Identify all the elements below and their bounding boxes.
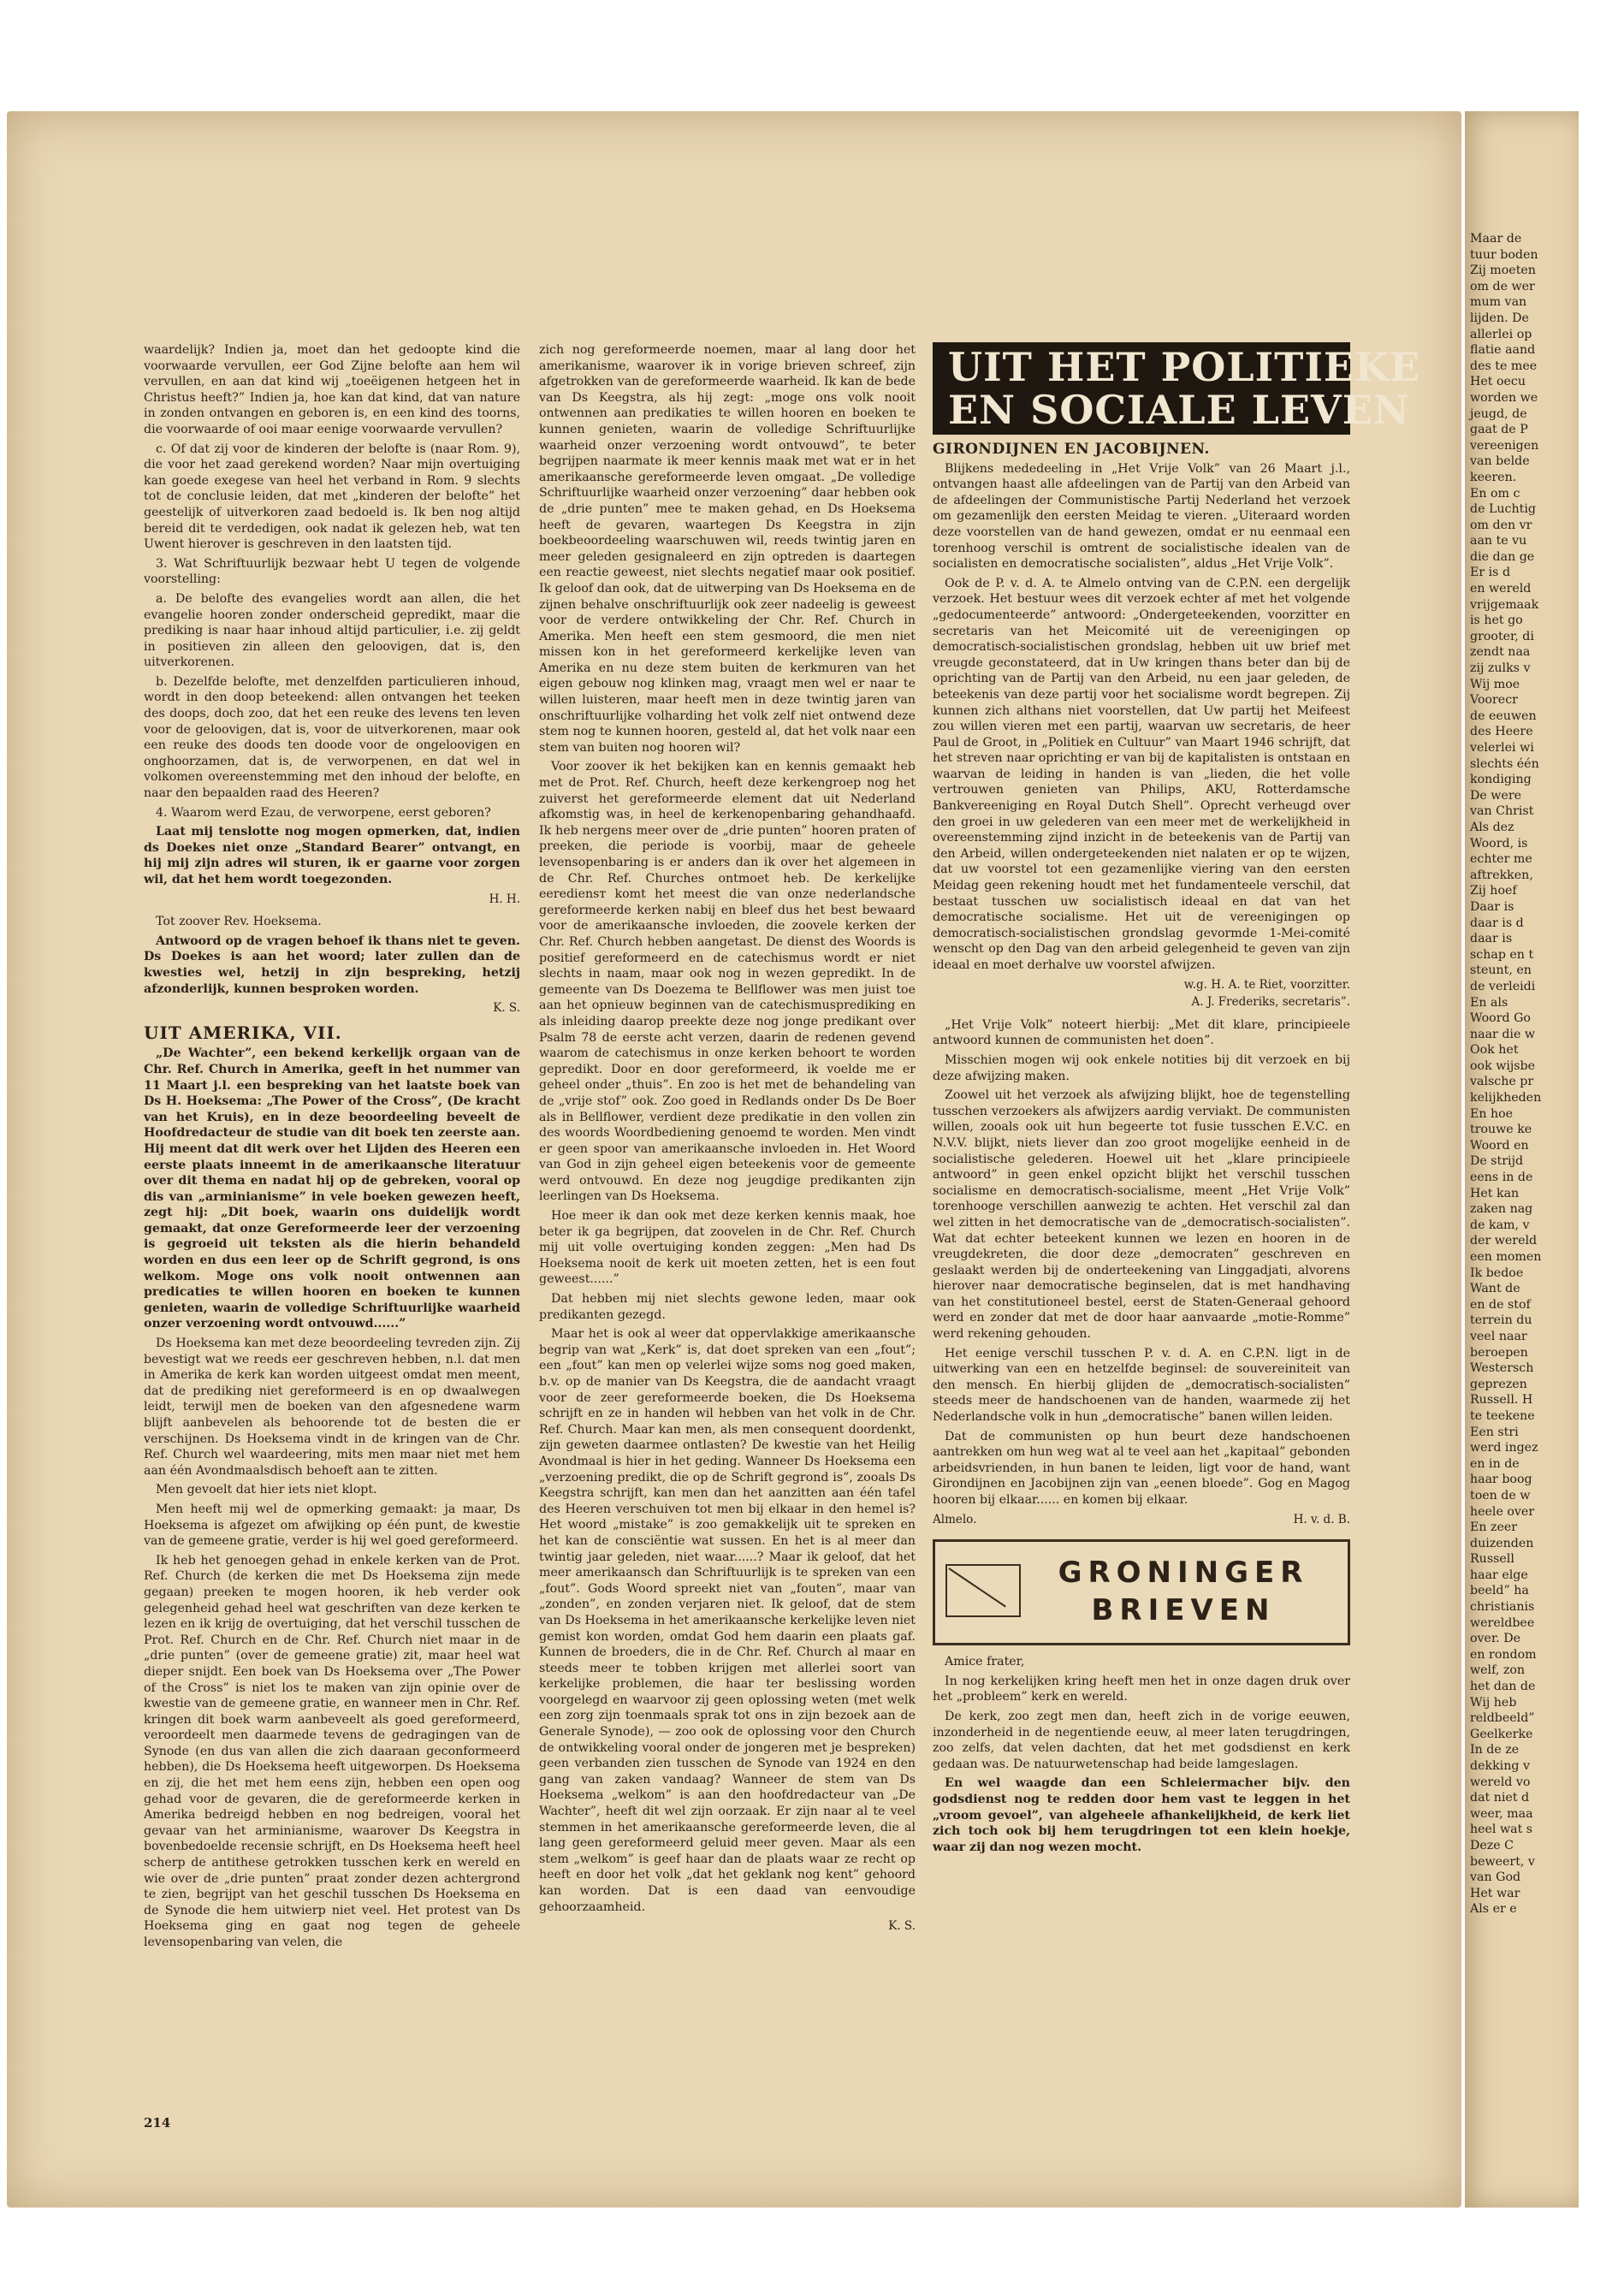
- fragment-line: worden we: [1470, 390, 1538, 405]
- paragraph-bold: „De Wachter”, een bekend kerkelijk orgaan van de Chr. Ref. Church in Amerika, geeft in het nummer van 11 Maart j.l. een bespreking van het laatste boek van Ds H. Hoeksema: „The Power of the Cross”, (De kracht van het Kruis), en in deze beoordeeling beveelt de Hoofdredacteur de studie van dit boek ten zeerste aan. Hij meent dat dit werk over het Lijden des Heeren een eerste plaats inneemt in de amerikaansche literatuur over dit thema en nadat hij op de gebreken, vooral op dis van „arminianisme” in vele boeken gewezen heeft, zegt hij: „Dit boek, waarin ons duidelijk wordt gemaakt, dat onze Gereformeerde leer der verzoening is gegroeid uit teksten als die hierin behandeld worden en dus een leer op de Schrift gegrond, is ons welkom. Moge ons volk nooit ontwennen aan predicaties te willen hooren en boeken te kunnen genieten, waarin de volledige Schriftuurlijke waarheid onzer verzoening wordt ontvouwd......”: [144, 1046, 520, 1331]
- fragment-line: geprezen: [1470, 1377, 1527, 1391]
- paragraph: Zoowel uit het verzoek als afwijzing blijkt, hoe de tegenstelling tusschen verzoekers als afwijzers aardig verviakt. De communisten willen, zooals ook uit hun begeerte tot fusie tusschen E.V.C. en N.V.V. blijkt, niets liever dan zoo groot mogelijke eenheid in de socialistische gelederen. Hoewel uit het „klare principieele antwoord” in geen enkel opzicht blijkt het verschil tusschen socialisme en democratisch-socialisme, meent „Het Vrije Volk” torenhooge verschillen aanwezig te achten. Het verschil zal dan wel zitten in het democratische van de „democratisch-socialisten”. Wat dat echter beteekent kunnen we lezen en hooren in de vreugdekreten, die door deze „democraten” geschreven en geslaakt werden bij de onderteekening van Linggadjati, alvorens hierover naar democratische beginselen, dat is met handhaving van het constitutioneel bestel, eerst de Staten-Generaal gehoord werd en zonder dat met de door haar aanvaarde „motie-Romme” werd rekening gehouden.: [933, 1088, 1350, 1342]
- fragment-line: Russell: [1470, 1552, 1514, 1567]
- fragment-line: des te mee: [1470, 359, 1538, 373]
- fragment-line: echter me: [1470, 852, 1532, 867]
- paragraph: Dat de communisten op hun beurt deze handschoenen aantrekken om hun weg wat al te veel aan het „kapitaal” gebonden arbeidsvrienden, in hun banen te leiden, ligt voor de hand, want Girondijnen en Jacobijnen zijn van „eenen bloede”. Gog en Magog hooren bij elkaar...... en komen bij elkaar.: [933, 1429, 1350, 1507]
- fragment-line: van God: [1470, 1870, 1521, 1885]
- fragment-line: veel naar: [1470, 1329, 1527, 1343]
- page-number: 214: [144, 2115, 171, 2131]
- fragment-line: tuur boden: [1470, 247, 1538, 262]
- fragment-line: om den vr: [1470, 518, 1532, 532]
- fragment-line: Woord, is: [1470, 836, 1528, 851]
- fragment-line: welf, zon: [1470, 1663, 1525, 1678]
- fragment-line: werd ingez: [1470, 1441, 1538, 1455]
- fragment-line: Er is d: [1470, 566, 1511, 580]
- signature-author: H. v. d. B.: [1293, 1512, 1350, 1526]
- paragraph: Blijkens mededeeling in „Het Vrije Volk” van 26 Maart j.l., ontvangen haast alle afdeelingen van de Partij van den Arbeid van de afdeelingen der Communistische Partij Nederland het verzoek om gezamenlijk den eersten Meidag te vieren. „Uiteraard worden deze voorstellen van de hand gewezen, omdat er nu eenmaal een torenhoog verschil is omtrent de socialistische idealen van de socialisten en democratische socialisten”, aldus „Het Vrije Volk”.: [933, 461, 1350, 572]
- fragment-line: schap en t: [1470, 947, 1534, 962]
- fragment-line: Als er e: [1470, 1902, 1517, 1917]
- paragraph: a. De belofte des evangelies wordt aan allen, die het evangelie hooren zonder onderscheid gepredikt, maar die prediking is naar haar inhoud altijd particulier, i.e. zij geldt in positieven zin alleen den geloovigen, dat is, den uitverkorenen.: [144, 591, 520, 670]
- paragraph: Amice frater,: [945, 1655, 1025, 1669]
- paragraph: 4. Waarom werd Ezau, de verworpene, eerst geboren?: [156, 805, 491, 820]
- paragraph: Ik heb het genoegen gehad in enkele kerken van de Prot. Ref. Church (de kerken die met Ds Hoeksema zijn mede gegaan) preeken te mogen hooren, ik heb verder ook gelegenheid gehad heel wat geschriften van deze kerken te lezen en ik krijg de overtuiging, dat het verschil tusschen de Prot. Ref. Church en de Chr. Ref. Church niet maar in de „drie punten” (over de gemeene gratie) zit, maar heel wat dieper snijdt. Een boek van Ds Hoeksema over „The Power of the Cross” is niet los te maken van zijn opinie over de kwestie van de gemeene gratie, en wanneer men in Chr. Ref. kringen dit boek warm aanbeveelt als goed gereformeerd, veroordeelt men daarmede tevens de gedragingen van de Synode (en dus van allen die zich daaraan geconformeerd hebben), die Ds Hoeksema heeft uitgeworpen. Ds Hoeksema en zij, die het met hem eens zijn, hebben een open oog gehad voor de gevaren, die de gereformeerde kerken in Amerika bedreigd hebben en nog bedreigen, vooral het gevaar van het arminianisme, waarover Ds Keegstra in bovenbedoelde recensie schrijft, en Ds Hoeksema heeft heel scherp de antithese getrokken tusschen kerk en wereld en wie over de „drie punten” praat zonder dezen achtergrond te zien, begrijpt van het geschil tusschen Ds Hoeksema en de Synode die hem uitwierp niet veel. Het protest van Ds Hoeksema ging en gaat nog tegen de geheele levensopenbaring van velen, die: [144, 1553, 520, 1949]
- section-banner: [933, 342, 1421, 435]
- fragment-line: haar boog: [1470, 1473, 1532, 1487]
- fragment-line: Voorecr: [1470, 693, 1518, 708]
- fragment-line: Zij moeten: [1470, 264, 1536, 278]
- signature-place: Almelo.: [933, 1512, 977, 1526]
- fragment-line: flatie aand: [1470, 343, 1536, 358]
- fragment-line: heele over: [1470, 1504, 1535, 1519]
- fragment-line: die dan ge: [1470, 549, 1535, 564]
- paragraph: Maar het is ook al weer dat oppervlakkige amerikaansche begrip van wat „Kerk” is, dat doet spreken van een „fout”; een „fout” kan men op velerlei wijze soms nog goed maken, b.v. op de manier van Ds Keegstra, die de aandacht vraagt voor de zeer gereformeerde boeken, die Ds Hoeksema schrijft en ze in handen wil hebben van het volk in de Chr. Ref. Church. Maar kan men, als men consequent doordenkt, zijn geweten daarmee ontlasten? De kwestie van het Heilig Avondmaal is hier in het geding. Wanneer Ds Hoeksema een „verzoening predikt, die op de Schrift gegrond is”, zooals Ds Keegstra schrijft, kan men dan het aanzitten aan één tafel des Heeren verschuiven tot men bij elkaar in den hemel is? Het woord „mistake” is zoo gemakkelijk uit te spreken en het kan de consciëntie wat sussen. En het is al meer dan twintig jaar geleden, niet waar......? Maar ik geloof, dat het meer amerikaansch dan Schriftuurlijk is te spreken van een „fout”. Gods Woord spreekt niet van „fouten”, maar van „zonden”, en zonden verjaren niet. Ik geloof, dat de stem van Ds Hoeksema in het amerikaansche kerkelijke leven niet gemist kon worden, omdat God hem daarin een plaats gaf. Kunnen de broeders, die in de Chr. Ref. Church al maar en steeds meer te tobben krijgen met allerlei soort van kerkelijke problemen, die haar ter beslissing worden voorgelegd en waarvoor zij geen oplossing weten (met welk een zorg zijn toenmaals sprak tot ons in zijn bezoek aan de Generale Synode), — zoo ook de oplossing voor den Church de ontwikkeling vooral onder de jongeren met je bespreken) geen verbanden zien tusschen de Synode van 1924 en den gang van zaken vandaag? Wanneer de stem van Ds Hoeksema „welkom” is aan den hoofdredacteur van „De Wachter”, heeft dit wel zijn oorzaak. Er zijn naar al te veel stemmen in het amerikaansche gereformeerde leven, die al lang geen gereformeerd geluid meer geven. Maar als een stem „welkom” is geef haar dan de plaats waar ze recht op heeft en door het volk „dat het geklank nog kent” gehoord kan worden. Dat is een daad van eenvoudige gehoorzaamheid.: [539, 1327, 916, 1914]
- paragraph-bold: Antwoord op de vragen behoef ik thans niet te geven. Ds Doekes is aan het woord; later zullen dan de kwesties wel, hetzij in zijn bespreking, hetzij afzonderlijk, kunnen besproken worden.: [144, 934, 520, 996]
- paragraph: b. Dezelfde belofte, met denzelfden particulieren inhoud, wordt in den doop beteekend: allen ontvangen het teeken des doops, doch zoo, dat het een reuke des levens ten leven voor de geloovigen, dat is, voor de uitverkorenen, maar ook een reuke des doods ten doode voor de ongeloovigen en onghoorzamen, dat is, de verworpenen, en dat wel in volkomen overeenstemming met den inhoud der belofte, en naar den bepaalden raad des Heeren?: [144, 674, 520, 801]
- paragraph: c. Of dat zij voor de kinderen der belofte is (naar Rom. 9), die voor het zaad gerekend worden? Naar mijn overtuiging kan goede exegese van heel het verband in Rom. 9 slechts tot de conclusie leiden, dat met „kinderen der belofte” het geestelijk of uitverkoren zaad bedoeld is. Ik ben nog altijd bereid dit te verdedigen, ook nadat ik gelezen heb, wat ten Uwent hierover is geschreven in den laatsten tijd.: [144, 442, 520, 552]
- paragraph: Hoe meer ik dan ook met deze kerken kennis maak, hoe beter ik ga begrijpen, dat zoovelen in de Chr. Ref. Church mij uit volle overtuiging konden zeggen: „Men had Ds Hoeksema nooit de kerk uit moeten zetten, het is een fout geweest......”: [539, 1209, 916, 1287]
- paragraph: Misschien mogen wij ook enkele notities bij dit verzoek en bij deze afwijzing maken.: [933, 1052, 1350, 1083]
- fragment-line: gaat de P: [1470, 423, 1528, 437]
- fragment-line: de verleidi: [1470, 979, 1536, 993]
- fragment-line: naar die w: [1470, 1027, 1536, 1041]
- fragment-line: De were: [1470, 788, 1521, 803]
- fragment-line: van belde: [1470, 454, 1530, 469]
- fragment-line: is het go: [1470, 613, 1523, 628]
- fragment-line: de eeuwen: [1470, 708, 1537, 723]
- newspaper-page: [7, 111, 1461, 2208]
- signature: w.g. H. A. te Riet, voorzitter.: [1183, 977, 1350, 992]
- fragment-line: allerlei op: [1470, 327, 1532, 341]
- fragment-line: kondiging: [1470, 773, 1532, 787]
- fragment-line: en de stof: [1470, 1297, 1531, 1312]
- fragment-line: der wereld: [1470, 1234, 1538, 1248]
- section-heading: UIT AMERIKA, VII.: [144, 1022, 342, 1043]
- fragment-line: van Christ: [1470, 804, 1534, 819]
- paragraph: Men heeft mij wel de opmerking gemaakt: ja maar, Ds Hoeksema is afgezet om afwijking op één punt, de kwestie van de gemeene gratie, verder is hij wel goed gereformeerd.: [144, 1502, 520, 1549]
- paragraph: zich nog gereformeerde noemen, maar al lang door het amerikanisme, waarover ik in vorige brieven schreef, zijn afgetrokken van de gereformeerde waarheid. Ik kan de bede van Ds Keegstra, als hij zegt: „moge ons volk nooit ontwennen aan predikaties te willen hooren en boeken te kunnen genieten, waarin de volledige Schriftuurlijke waarheid onzer verzoening wordt ontvouwd”, te beter begrijpen naarmate ik meer kennis maak met wat er in het amerikaansche gereformeerde leven omgaat. „De volledige Schriftuurlijke waarheid onzer verzoening” daar hebben ook de „drie punten” mee te maken gehad, en Ds Hoeksema heeft de gevaren, waartegen Ds Keegstra in zijn boekbeoordeeling waarschuwen wil, reeds twintig jaren en meer geleden gesignaleerd en zijn optreden is daartegen een reactie geweest, niet slechts negatief maar ook positief. Ik geloof dan ook, dat de uitwerping van Ds Hoeksema en de zijnen behalve onschriftuurlijk ook zeer nadeelig is geweest voor de verdere ontwikkeling der Chr. Ref. Church in Amerika. Men heeft een stem gesmoord, die men niet missen kon in het gereformeerd kerkelijke leven van Amerika en nu deze stem buiten de kerkmuren van het eigen gebouw nog klinken mag, vraagt men wel er naar te willen luisteren, maar heeft men in deze twintig jaren van onschriftuurlijke volharding het volk zelf niet ontwend deze stem nog te kunnen hooren, gesteld al, dat het volk naar een stem van buiten nog hooren wil?: [539, 343, 916, 755]
- fragment-line: En hoe: [1470, 1106, 1514, 1121]
- fragment-line: en in de: [1470, 1456, 1520, 1471]
- fragment-line: ook wijsbe: [1470, 1058, 1536, 1073]
- column-middle: [539, 342, 916, 2105]
- fragment-line: Wij moe: [1470, 677, 1520, 691]
- paragraph: Tot zoover Rev. Hoeksema.: [156, 915, 322, 929]
- paragraph-bold: En wel waagde dan een Schleiermacher bijv. den godsdienst nog te redden door hem vast te leggen in het „vroom gevoel”, van algeheele afhankelijkheid, de kerk liet zich toch ook bij hem terugdringen tot een klein hoekje, waar zij dan nog wezen mocht.: [933, 1776, 1350, 1854]
- fragment-line: Russell. H: [1470, 1393, 1533, 1408]
- article-heading: GIRONDIJNEN EN JACOBIJNEN.: [933, 441, 1210, 458]
- fragment-line: slechts één: [1470, 756, 1539, 771]
- fragment-line: beweert, v: [1470, 1854, 1535, 1869]
- fragment-line: De strijd: [1470, 1154, 1524, 1169]
- fragment-line: lijden. De: [1470, 311, 1529, 325]
- fragment-line: de Luchtig: [1470, 502, 1536, 517]
- fragment-line: Ik bedoe: [1470, 1265, 1524, 1280]
- signature: K. S.: [888, 1919, 916, 1934]
- signature-row: [933, 1512, 1350, 1528]
- paragraph: „Het Vrije Volk” noteert hierbij: „Met dit klare, principieele antwoord kunnen de communisten het doen”.: [933, 1017, 1350, 1048]
- paragraph: 3. Wat Schriftuurlijk bezwaar hebt U tegen de volgende voorstelling:: [144, 556, 520, 587]
- paragraph-bold: Laat mij tenslotte nog mogen opmerken, dat, indien ds Doekes niet onze „Standard Bearer” ontvangt, en hij mij zijn adres wil sturen, ik er gaarne voor zorgen wil, dat het hem wordt toegezonden.: [144, 825, 520, 886]
- fragment-line: vrijgemaak: [1470, 597, 1539, 612]
- fragment-line: keeren.: [1470, 470, 1517, 484]
- fragment-line: christianis: [1470, 1600, 1535, 1615]
- paragraph: De kerk, zoo zegt men dan, heeft zich in de vorige eeuwen, inzonderheid in de negentiende eeuw, al meer laten terugdringen, zoo zelfs, dat velen dachten, dat het met godsdienst en kerk gedaan was. De natuurwetenschap had beide lamgeslagen.: [933, 1709, 1350, 1771]
- fragment-line: duizenden: [1470, 1536, 1534, 1550]
- fragment-line: het dan de: [1470, 1680, 1536, 1694]
- fragment-line: wereldbee: [1470, 1615, 1535, 1630]
- fragment-line: zij zulks v: [1470, 661, 1531, 676]
- fragment-line: heel wat s: [1470, 1823, 1533, 1837]
- banner-line: EN SOCIALE LEVEN: [948, 387, 1410, 433]
- fragment-line: Het war: [1470, 1886, 1520, 1900]
- fragment-line: Westersch: [1470, 1361, 1534, 1376]
- fragment-line: beeld” ha: [1470, 1584, 1529, 1598]
- fragment-line: Ook het: [1470, 1043, 1519, 1058]
- fragment-line: daar is: [1470, 932, 1513, 946]
- fragment-line: terrein du: [1470, 1313, 1532, 1328]
- fragment-line: en rondom: [1470, 1647, 1537, 1662]
- groninger-line: GRONINGER: [1058, 1556, 1309, 1591]
- fragment-line: een momen: [1470, 1250, 1542, 1264]
- fragment-line: des Heere: [1470, 725, 1533, 739]
- adjacent-page-text: [1470, 231, 1624, 1917]
- fragment-line: de kam, v: [1470, 1218, 1530, 1232]
- fragment-line: reldbeeld”: [1470, 1711, 1535, 1726]
- paragraph: Ds Hoeksema kan met deze beoordeeling tevreden zijn. Zij bevestigt wat we reeds eer geschreven hebben, n.l. dat men in Amerika de kerk kan worden uitgeest omdat men meent, dat de prediking niet gereformeerd is en op dwaalwegen leidt, terwijl men de boeken van den afgesnedene warm blijft aanbevelen als behoorende tot de besten die er verschijnen. Ds Hoeksema vindt in de kringen van de Chr. Ref. Church wel waardeering, mits men maar niet met hem aan één Avondmaalsdisch behoeft aan te zitten.: [144, 1337, 520, 1478]
- paragraph: Dat hebben mij niet slechts gewone leden, maar ook predikanten gezegd.: [539, 1292, 916, 1322]
- fragment-line: zaken nag: [1470, 1202, 1533, 1217]
- fragment-line: aan te vu: [1470, 534, 1527, 548]
- fragment-line: daar is d: [1470, 916, 1524, 930]
- fragment-line: mum van: [1470, 295, 1527, 310]
- fragment-line: Want de: [1470, 1282, 1520, 1296]
- fragment-line: dekking v: [1470, 1759, 1530, 1773]
- column-right: [933, 342, 1421, 2113]
- fragment-line: In de ze: [1470, 1743, 1520, 1757]
- fragment-line: eens in de: [1470, 1171, 1533, 1185]
- fragment-line: steunt, en: [1470, 963, 1532, 978]
- paragraph: Voor zoover ik het bekijken kan en kennis gemaakt heb met de Prot. Ref. Church, heeft deze kerkengroep nog het zuiverst het gereformeerde element dat uit Nederland afkomstig was, in heel de kerkenopenbaring gehandhaafd. Ik heb nergens meer over de „drie punten” hooren praten of preeken, die periode is voorbij, maar de geheele levensopenbaring is er anders dan ik over het algemeen in de Chr. Ref. Churches ontmoet heb. De kerkelijke eerediensт komt het meest die van onze nederlandsche gereformeerde kerken nabij en bleef dus het best bewaard voor de amerikaansche invloeden, die zoovele kerken der Chr. Ref. Church hebben aangetast. De dienst des Woords is positief gereformeerd en de catechismus wordt er niet slechts in naam, maar ook nog in wezen gepredikt. In de gemeente van Ds Doezema te Bellflower was men juist toe aan het opnieuw beginnen van de catechismusprediking en als inleiding daarop preekte deze nog jonge predikant over Psalm 78 de eerste acht verzen, daarin de redenen gevend waarom de catechismus in onze kerken behoort te worden gepredikt. Door en door gereformeerd, ik voelde me er geheel onder „thuis”. En zoo is het met de behandeling van de „vrije stof” ook. Zoo goed in Redlands onder Ds De Boer als in Bellflower, verdient deze predikatie in den vollen zin des woords Woordbediening genoemd te worden. Men vindt er geen spoor van amerikaansche invloeden in. Het Woord van God in zijn geheel eigen beteekenis voor de gemeente werd ontvouwd. En deze nog jeugdige predikanten zijn leerlingen van Ds Hoeksema.: [539, 760, 916, 1204]
- paragraph: In nog kerkelijken kring heeft men het in onze dagen druk over het „probleem” kerk en wereld.: [933, 1674, 1350, 1704]
- paragraph: waardelijk? Indien ja, moet dan het gedoopte kind die voorwaarde vervullen, eer God Zijne belofte aan hem wil vervullen, en aan dat kind wij „toeëigenen hetgeen het in Christus heeft?” Indien ja, hoe kan dat kind, dat van nature in zonden ontvangen en geboren is, en een kind des toorns, die voorwaarde of ooi maar eenige voorwaarde vervullen?: [144, 343, 520, 436]
- fragment-line: dat niet d: [1470, 1791, 1530, 1805]
- fragment-line: Wij heb: [1470, 1695, 1517, 1710]
- fragment-line: over. De: [1470, 1632, 1520, 1646]
- signature: A. J. Frederiks, secretaris”.: [1191, 995, 1350, 1010]
- groninger-brieven-header: [933, 1539, 1350, 1645]
- fragment-line: Als dez: [1470, 820, 1514, 834]
- column-left: [144, 342, 520, 2131]
- fragment-line: te teekene: [1470, 1408, 1535, 1423]
- fragment-line: zendt naa: [1470, 645, 1531, 660]
- fragment-line: en wereld: [1470, 582, 1532, 596]
- fragment-line: beroepen: [1470, 1345, 1528, 1360]
- fragment-line: Maar de: [1470, 232, 1522, 246]
- fragment-line: aftrekken,: [1470, 868, 1533, 882]
- fragment-line: En om c: [1470, 486, 1520, 501]
- fragment-line: grooter, di: [1470, 629, 1534, 643]
- fragment-line: Daar is: [1470, 899, 1514, 914]
- paragraph: Het eenige verschil tusschen P. v. d. A. en C.P.N. ligt in de uitwerking van een en hetzelfde beginsel: de souvereiniteit van den mensch. En hierbij glijden de „democratisch-socialisten” steeds meer de handschoenen van de handen, waarmede zij het Nederlandsche volk in hun „democratische” banen willen leiden.: [933, 1346, 1350, 1425]
- fragment-line: kelijkheden: [1470, 1091, 1542, 1105]
- fragment-line: Geelkerke: [1470, 1727, 1533, 1741]
- paragraph: Men gevoelt dat hier iets niet klopt.: [156, 1483, 377, 1497]
- fragment-line: weer, maa: [1470, 1806, 1533, 1821]
- signature: K. S.: [493, 1001, 520, 1016]
- fragment-line: jeugd, de: [1470, 406, 1527, 421]
- fragment-line: Het oecu: [1470, 375, 1526, 389]
- fragment-line: Zij hoef: [1470, 884, 1517, 898]
- fragment-line: valsche pr: [1470, 1075, 1534, 1089]
- fragment-line: wereld vo: [1470, 1775, 1531, 1789]
- fragment-line: Woord en: [1470, 1138, 1529, 1153]
- fragment-line: Een stri: [1470, 1425, 1519, 1439]
- envelope-icon: [945, 1564, 1021, 1617]
- groninger-title: [1038, 1554, 1329, 1629]
- fragment-line: trouwe ke: [1470, 1123, 1532, 1137]
- fragment-line: Het kan: [1470, 1186, 1520, 1200]
- adjacent-page-fragment: [1465, 111, 1579, 2208]
- fragment-line: vereenigen: [1470, 438, 1539, 453]
- fragment-line: velerlei wi: [1470, 741, 1534, 755]
- fragment-line: haar elge: [1470, 1568, 1528, 1582]
- signature: H. H.: [489, 892, 520, 906]
- fragment-line: om de wer: [1470, 279, 1535, 293]
- fragment-line: En als: [1470, 995, 1508, 1010]
- paragraph: Ook de P. v. d. A. te Almelo ontving van de C.P.N. een dergelijk verzoek. Het bestuur wees dit verzoek echter af met het volgende „gedocumenteerde” antwoord: „Ondergeteekenden, voorzitter en secretaris van het Meicomité uit de vereenigingen op democratisch-socialistischen grondslag, hebben uit uw brief met vreugde geconstateerd, dat in Uw kringen thans beter dan bij de oprichting van de Partij van den Arbeid, nu een jaar geleden, de beteekenis van deze partij voor het socialisme wordt begrepen. Zij kunnen zich althans niet voorstellen, dat Uw partij het Meifeest zou willen vieren met een partij, waarvan uw secretaris, de heer Paul de Groot, in „Politiek en Cultuur” van Maart 1946 schrijft, dat het streven naar oprichting er van bij de kapitalisten is ontstaan en waarvan de leiding in handen is van „lieden, die het volle vertrouwen genieten van Philips, AKU, Rotterdamsche Bankvereeniging en Royal Dutch Shell”. Oprecht verheugd over den groei in uw gelederen van een meer met de werkelijkheid in overeenstemming zijnd inzicht in de beteekenis van de Partij van den Arbeid, willen ondergeteekenden niet nalaten er op te wijzen, dat uw voorstel tot een gezamenlijke viering van den eersten Meidag geen rekening houdt met het fundamenteele verschil, dat bestaat tusschen uw socialistisch ideaal en dat van het democratische socialisme. Het uit de vereenigingen op democratisch-socialistischen grondslag gevormde 1-Mei-comité wenscht op den Dag van den arbeid gelegenheid te geven van zijn ideaal en moet derhalve uw voorstel afwijzen.: [933, 576, 1350, 972]
- banner-line: UIT HET POLITIEKE: [948, 344, 1421, 390]
- fragment-line: toen de w: [1470, 1488, 1531, 1503]
- fragment-line: Deze C: [1470, 1838, 1514, 1852]
- groninger-line: BRIEVEN: [1091, 1593, 1276, 1628]
- fragment-line: Woord Go: [1470, 1011, 1531, 1026]
- fragment-line: En zeer: [1470, 1520, 1518, 1535]
